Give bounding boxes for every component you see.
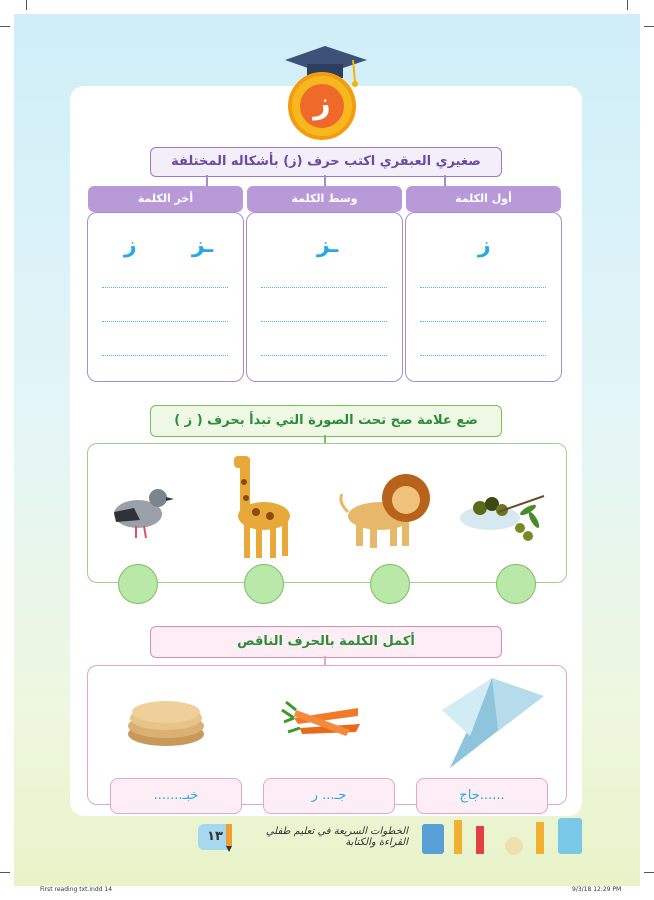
answer-circle-pigeon[interactable] — [118, 564, 158, 604]
giraffe-image — [226, 450, 296, 560]
letter-form: ـز — [192, 233, 214, 258]
connector-line — [324, 175, 326, 186]
column-header-end: أخر الكلمة — [88, 186, 243, 212]
writing-line[interactable] — [420, 321, 546, 322]
paper-plane-image — [440, 676, 546, 770]
writing-line[interactable] — [261, 321, 387, 322]
section3-title: أكمل الكلمة بالحرف الناقص — [150, 626, 502, 658]
badge-letter: ز — [300, 84, 344, 128]
crop-mark — [0, 26, 10, 27]
lion-image — [336, 468, 436, 550]
crop-mark — [0, 872, 10, 873]
writing-line[interactable] — [420, 287, 546, 288]
connector-line — [206, 175, 208, 186]
writing-column-end — [87, 212, 244, 382]
word-carrot[interactable]: جـ... ر — [263, 778, 395, 814]
crop-mark — [644, 26, 654, 27]
letter-badge — [288, 72, 356, 140]
footer-title: الخطوات السريعة في تعليم طفلي القراءة والكتابة — [265, 826, 408, 848]
writing-line[interactable] — [420, 355, 546, 356]
pencil-icon — [222, 822, 236, 852]
letter-form: ـز — [317, 233, 339, 258]
column-header-middle: وسط الكلمة — [247, 186, 402, 212]
column-header-start: أول الكلمة — [406, 186, 561, 212]
carrots-image — [280, 692, 364, 748]
connector-line — [324, 656, 326, 665]
connector-line — [324, 435, 326, 443]
answer-circle-olives[interactable] — [496, 564, 536, 604]
section2-title: ضع علامة صح تحت الصورة التي تبدأ بحرف ( ز ) — [150, 405, 502, 437]
letter-form: ز — [124, 233, 137, 258]
word-chicken[interactable]: ......جاج — [416, 778, 548, 814]
connector-line — [444, 175, 446, 186]
slug-filename: First reading txt.indd 14 — [40, 886, 113, 893]
letter-form: ز — [478, 233, 491, 258]
slug-date: 9/3/18 12:29 PM — [572, 886, 622, 893]
writing-line[interactable] — [102, 321, 228, 322]
writing-column-middle — [246, 212, 403, 382]
crop-mark — [627, 0, 628, 10]
answer-circle-lion[interactable] — [370, 564, 410, 604]
writing-line[interactable] — [102, 287, 228, 288]
pencil-characters-icon — [418, 814, 588, 860]
bread-image — [124, 694, 208, 750]
page-number: ١٣ — [198, 824, 232, 850]
writing-line[interactable] — [102, 355, 228, 356]
crop-mark — [26, 0, 27, 10]
writing-line[interactable] — [261, 287, 387, 288]
olives-image — [458, 486, 548, 546]
crop-mark — [644, 872, 654, 873]
section1-title: صغيري العبقري اكتب حرف (ز) بأشكاله المختلفة — [150, 147, 502, 177]
pigeon-image — [106, 484, 174, 542]
writing-line[interactable] — [261, 355, 387, 356]
writing-column-start — [405, 212, 562, 382]
word-bread[interactable]: خبـ....... — [110, 778, 242, 814]
answer-circle-giraffe[interactable] — [244, 564, 284, 604]
